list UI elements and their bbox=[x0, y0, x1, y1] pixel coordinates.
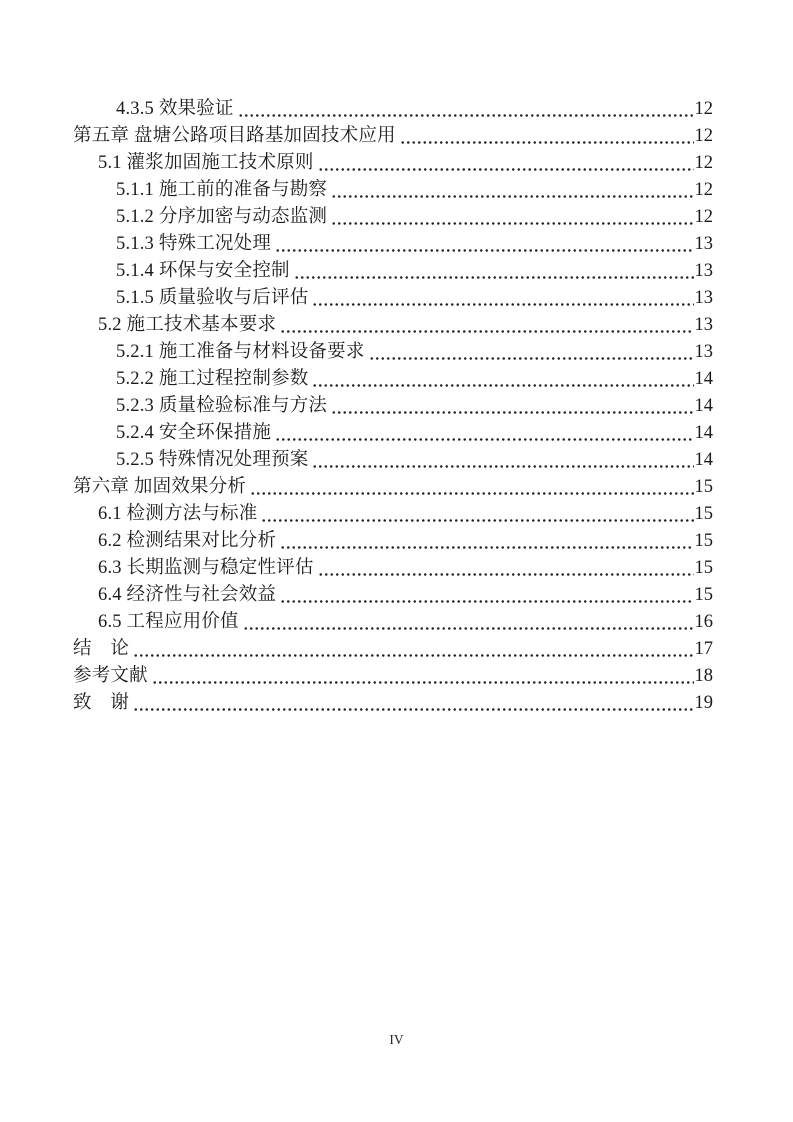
toc-entry[interactable] bbox=[73, 231, 713, 258]
toc-entry-page-number: 13 bbox=[694, 261, 713, 281]
toc-entry-title: 5.2.5 特殊情况处理预案 bbox=[116, 450, 309, 470]
toc-entry[interactable] bbox=[73, 690, 713, 717]
toc-entry-page-number: 18 bbox=[694, 666, 713, 686]
toc-entry[interactable] bbox=[73, 528, 713, 555]
toc-entry-page-number: 12 bbox=[694, 153, 713, 173]
toc-entry[interactable] bbox=[73, 96, 713, 123]
dot-leader bbox=[275, 231, 693, 258]
toc-entry[interactable] bbox=[73, 447, 713, 474]
dot-leader bbox=[250, 474, 693, 501]
dot-leader bbox=[294, 258, 694, 285]
dot-leader bbox=[133, 636, 693, 663]
toc-entry-title: 5.2.3 质量检验标准与方法 bbox=[116, 396, 328, 416]
dot-leader bbox=[318, 555, 694, 582]
toc-entry-page-number: 12 bbox=[694, 126, 713, 146]
toc-entry-page-number: 12 bbox=[694, 99, 713, 119]
dot-leader bbox=[243, 609, 694, 636]
toc-list bbox=[73, 96, 713, 717]
toc-entry-title: 第六章 加固效果分析 bbox=[73, 477, 247, 497]
toc-entry[interactable] bbox=[73, 312, 713, 339]
toc-entry[interactable] bbox=[73, 474, 713, 501]
toc-entry-title: 致 谢 bbox=[73, 693, 130, 713]
toc-entry[interactable] bbox=[73, 609, 713, 636]
toc-entry-page-number: 19 bbox=[694, 693, 713, 713]
dot-leader bbox=[275, 420, 693, 447]
dot-leader bbox=[331, 204, 693, 231]
toc-entry-title: 4.3.5 效果验证 bbox=[116, 99, 234, 119]
toc-entry[interactable] bbox=[73, 582, 713, 609]
toc-entry[interactable] bbox=[73, 150, 713, 177]
toc-entry[interactable] bbox=[73, 393, 713, 420]
toc-entry[interactable] bbox=[73, 204, 713, 231]
toc-entry[interactable] bbox=[73, 366, 713, 393]
toc-entry[interactable] bbox=[73, 663, 713, 690]
toc-entry[interactable] bbox=[73, 636, 713, 663]
dot-leader bbox=[369, 339, 694, 366]
toc-entry-page-number: 13 bbox=[694, 342, 713, 362]
toc-entry-title: 5.1.4 环保与安全控制 bbox=[116, 261, 290, 281]
toc-entry-title: 6.3 长期监测与稳定性评估 bbox=[98, 558, 314, 578]
toc-entry-page-number: 14 bbox=[694, 450, 713, 470]
toc-entry-page-number: 15 bbox=[694, 531, 713, 551]
toc-entry-title: 结 论 bbox=[73, 639, 130, 659]
dot-leader bbox=[312, 366, 693, 393]
toc-entry-title: 5.2.1 施工准备与材料设备要求 bbox=[116, 342, 365, 362]
toc-entry-page-number: 13 bbox=[694, 288, 713, 308]
dot-leader bbox=[280, 312, 693, 339]
dot-leader bbox=[152, 663, 694, 690]
toc-entry-title: 5.1.5 质量验收与后评估 bbox=[116, 288, 309, 308]
toc-entry-title: 6.4 经济性与社会效益 bbox=[98, 585, 277, 605]
toc-entry-title: 5.2.2 施工过程控制参数 bbox=[116, 369, 309, 389]
toc-entry-title: 6.1 检测方法与标准 bbox=[98, 504, 258, 524]
dot-leader bbox=[312, 447, 693, 474]
toc-entry-page-number: 12 bbox=[694, 180, 713, 200]
toc-entry-page-number: 15 bbox=[694, 585, 713, 605]
dot-leader bbox=[331, 177, 693, 204]
toc-entry[interactable] bbox=[73, 501, 713, 528]
dot-leader bbox=[331, 393, 693, 420]
toc-entry-page-number: 15 bbox=[694, 477, 713, 497]
toc-entry-page-number: 14 bbox=[694, 396, 713, 416]
footer-page-number: IV bbox=[389, 1032, 404, 1047]
toc-entry-page-number: 13 bbox=[694, 234, 713, 254]
dot-leader bbox=[261, 501, 693, 528]
dot-leader bbox=[133, 690, 693, 717]
toc-entry[interactable] bbox=[73, 339, 713, 366]
toc-entry-page-number: 15 bbox=[694, 558, 713, 578]
toc-entry-page-number: 15 bbox=[694, 504, 713, 524]
dot-leader bbox=[312, 285, 693, 312]
toc-entry-page-number: 14 bbox=[694, 369, 713, 389]
toc-entry-title: 第五章 盘塘公路项目路基加固技术应用 bbox=[73, 126, 396, 146]
toc-entry[interactable] bbox=[73, 420, 713, 447]
toc-entry-title: 6.2 检测结果对比分析 bbox=[98, 531, 277, 551]
toc-entry-title: 5.2.4 安全环保措施 bbox=[116, 423, 272, 443]
toc-entry-title: 5.1.1 施工前的准备与勘察 bbox=[116, 180, 328, 200]
toc-entry-title: 5.2 施工技术基本要求 bbox=[98, 315, 277, 335]
dot-leader bbox=[400, 123, 694, 150]
dot-leader bbox=[318, 150, 694, 177]
toc-entry-title: 6.5 工程应用价值 bbox=[98, 612, 239, 632]
toc-entry-title: 5.1.3 特殊工况处理 bbox=[116, 234, 272, 254]
toc-entry[interactable] bbox=[73, 258, 713, 285]
toc-entry-page-number: 17 bbox=[694, 639, 713, 659]
toc-entry-page-number: 12 bbox=[694, 207, 713, 227]
toc-entry-title: 5.1.2 分序加密与动态监测 bbox=[116, 207, 328, 227]
dot-leader bbox=[280, 528, 693, 555]
toc-entry-page-number: 13 bbox=[694, 315, 713, 335]
toc-entry[interactable] bbox=[73, 177, 713, 204]
dot-leader bbox=[280, 582, 693, 609]
toc-entry-page-number: 14 bbox=[694, 423, 713, 443]
toc-entry[interactable] bbox=[73, 123, 713, 150]
toc-entry[interactable] bbox=[73, 285, 713, 312]
dot-leader bbox=[238, 96, 694, 123]
page-footer bbox=[0, 1031, 793, 1049]
toc-entry-page-number: 16 bbox=[694, 612, 713, 632]
toc-entry[interactable] bbox=[73, 555, 713, 582]
toc-entry-title: 参考文献 bbox=[73, 666, 148, 686]
toc-entry-title: 5.1 灌浆加固施工技术原则 bbox=[98, 153, 314, 173]
